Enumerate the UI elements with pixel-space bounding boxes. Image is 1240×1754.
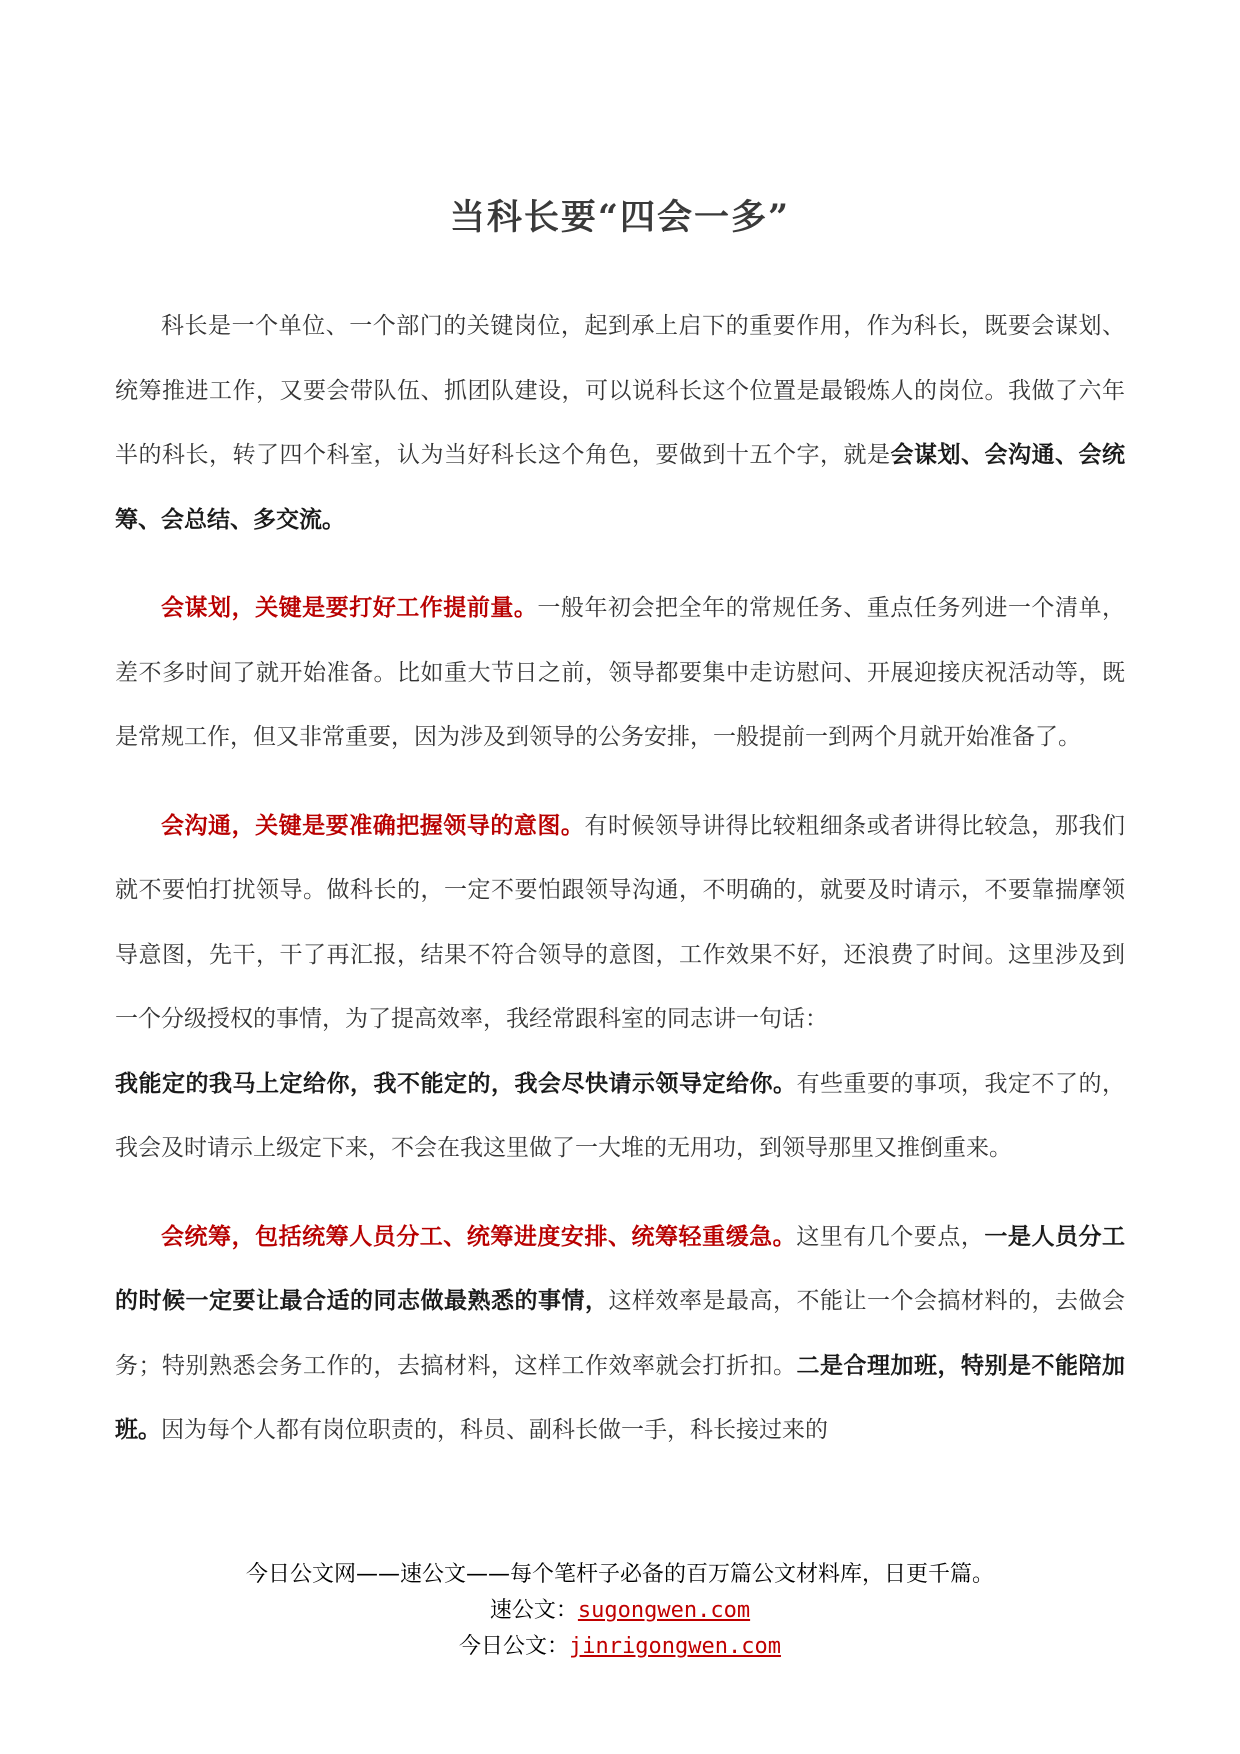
footer — [0, 1557, 1240, 1665]
paragraph-text: 科长是一个单位、一个部门的关键岗位，起到承上启下的重要作用，作为科长，既要会谋划、统筹推进工作，又要会带队伍、抓团队建设，可以说科长这个位置是最锻炼人的岗位。我做了六年半的科长，转了四个科室，认为当好科长这个角色，要做到十五个字，就是 — [115, 313, 1125, 468]
paragraph-text: 这样效率是最高，不能让一个会搞材料的，去做会务；特别熟悉会务工作的，去搞材料，这样工作效率就会打折扣。 — [115, 1288, 1125, 1379]
jinrigongwen-link[interactable]: jinrigongwen.com — [569, 1634, 781, 1659]
bold-summary: 会谋划、会沟通、会统筹、会总结、多交流。 — [115, 441, 1125, 533]
sugongwen-link[interactable]: sugongwen.com — [577, 1598, 751, 1623]
paragraph-intro — [115, 294, 1125, 552]
section-heading-communication: 会沟通，关键是要准确把握领导的意图。 — [161, 811, 585, 839]
paragraph-planning — [115, 576, 1125, 770]
page-title: 当科长要“四会一多” — [449, 197, 791, 238]
paragraph-text: 有些重要的事项，我定不了的，我会及时请示上级定下来，不会在我这里做了一大堆的无用功，到领导那里又推倒重来。 — [115, 1070, 1125, 1161]
paragraph-text: 因为每个人都有岗位职责的，科员、副科长做一手，科长接过来的 — [161, 1417, 828, 1443]
section-heading-coordination: 会统筹，包括统筹人员分工、统筹进度安排、统筹轻重缓急。 — [161, 1222, 797, 1250]
footer-slogan: 今日公文网——速公文——每个笔杆子必备的百万篇公文材料库，日更千篇。 — [245, 1562, 994, 1587]
footer-label: 速公文： — [489, 1598, 578, 1623]
bold-quote: 我能定的我马上定给你，我不能定的，我会尽快请示领导定给你。 — [115, 1069, 797, 1097]
paragraph-text: 有时候领导讲得比较粗细条或者讲得比较急，那我们就不要怕打扰领导。做科长的，一定不要怕跟领导沟通，不明确的，就要及时请示，不要靠揣摩领导意图，先干，干了再汇报，结果不符合领导的意图，工作效果不好，还浪费了时间。这里涉及到一个分级授权的事情，为了提高效率，我经常跟科室的同志讲一句话： — [115, 812, 1126, 1032]
footer-label: 今日公文： — [459, 1634, 570, 1659]
bold-point-one: 一是人员分工的时候一定要让最合适的同志做最熟悉的事情， — [115, 1222, 1126, 1314]
paragraph-communication — [115, 794, 1125, 1052]
paragraph-coordination — [115, 1205, 1125, 1463]
paragraph-text: 这里有几个要点， — [796, 1223, 985, 1250]
footer-link-row-jinrigongwen — [0, 1629, 1240, 1665]
footer-link-row-sugongwen — [0, 1593, 1240, 1629]
paragraph-communication-cont — [115, 1052, 1125, 1181]
paragraph-text: 一般年初会把全年的常规任务、重点任务列进一个清单，差不多时间了就开始准备。比如重大节日之前，领导都要集中走访慰问、开展迎接庆祝活动等，既是常规工作，但又非常重要，因为涉及到领导的公务安排，一般提前一到两个月就开始准备了。 — [115, 595, 1126, 750]
bold-point-two: 二是合理加班，特别是不能陪加班。 — [115, 1351, 1125, 1443]
document-body — [115, 294, 1125, 1487]
section-heading-planning: 会谋划，关键是要打好工作提前量。 — [161, 594, 538, 621]
